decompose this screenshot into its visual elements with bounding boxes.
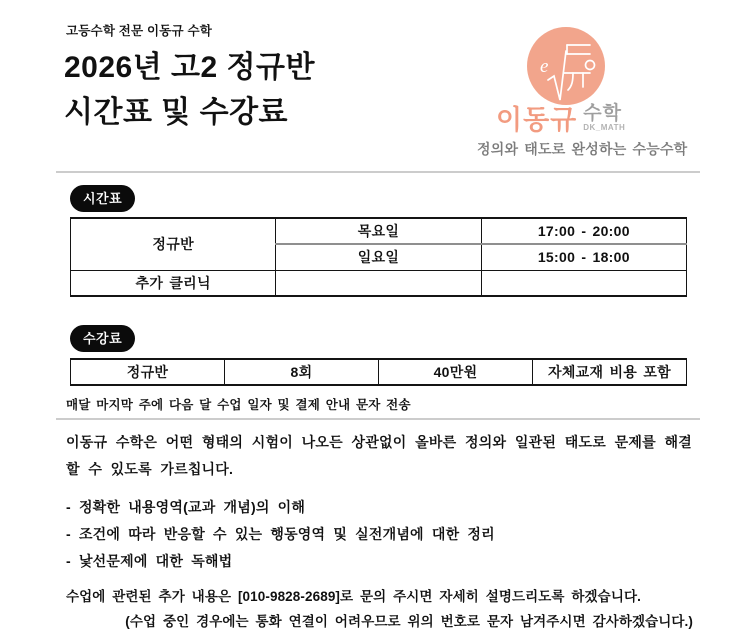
- contact-sub-line: (수업 중인 경우에는 통화 연결이 어려우므로 위의 번호로 문자 남겨주시면 감사하겠습니다.): [125, 614, 693, 629]
- tuition-sessions-cell: 8회: [225, 359, 379, 385]
- timetable-empty-cell: [481, 270, 686, 296]
- timetable-day-cell: 목요일: [276, 218, 481, 244]
- timetable-class-cell: 정규반: [71, 218, 276, 270]
- tuition-badge: 수강료: [70, 325, 135, 352]
- table-row: [71, 359, 687, 385]
- list-item: - 조건에 따라 반응할 수 있는 행동영역 및 실전개념에 대한 정리: [66, 526, 495, 542]
- table-row: [71, 218, 687, 244]
- contact-footer: [66, 584, 693, 634]
- timetable-extra-cell: 추가 클리닉: [71, 270, 276, 296]
- logo-tagline: 정의와 태도로 완성하는 수능수학: [477, 141, 688, 157]
- logo-name-secondary: 수학: [583, 103, 622, 124]
- tuition-note-cell: 자체교재 비용 포함: [533, 359, 687, 385]
- tuition-price-cell: 40만원: [379, 359, 533, 385]
- intro-paragraph: 이동규 수학은 어떤 형태의 시험이 나오든 상관없이 올바른 정의와 일관된 태도로 문제를 해결할 수 있도록 가르칩니다.: [66, 434, 692, 477]
- table-row: [71, 270, 687, 296]
- academy-logo-icon: [527, 27, 605, 105]
- curriculum-bullet-list: [66, 494, 692, 575]
- list-item: - 낯선문제에 대한 독해법: [66, 553, 233, 569]
- page-title-line1: 2026년 고2 정규반: [64, 51, 315, 84]
- svg-text:e: e: [540, 56, 549, 77]
- eyebrow-text: 고등수학 전문 이동규 수학: [66, 24, 213, 38]
- academy-logo-name: [496, 98, 625, 137]
- timetable-time-cell: 15:00 - 18:00: [481, 244, 686, 270]
- timetable-day-cell: 일요일: [276, 244, 481, 270]
- section-divider-bottom: [56, 418, 700, 420]
- tuition-table: [70, 358, 687, 386]
- timetable-empty-cell: [276, 270, 481, 296]
- logo-name-sub: DK_MATH: [583, 123, 626, 132]
- timetable-time-cell: 17:00 - 20:00: [481, 218, 686, 244]
- page-title-line2: 시간표 및 수강료: [64, 96, 289, 129]
- contact-line: 수업에 관련된 추가 내용은 [010-9828-2689]로 문의 주시면 자세히 설명드리도록 하겠습니다.: [66, 589, 641, 604]
- payment-notice: 매달 마지막 주에 다음 달 수업 일자 및 결제 안내 문자 전송: [66, 398, 411, 412]
- logo-name-primary: 이동규: [496, 105, 578, 135]
- timetable-badge: 시간표: [70, 185, 135, 212]
- tuition-class-cell: 정규반: [71, 359, 225, 385]
- section-divider-top: [56, 171, 700, 173]
- timetable-table: [70, 217, 687, 297]
- list-item: - 정확한 내용영역(교과 개념)의 이해: [66, 499, 306, 515]
